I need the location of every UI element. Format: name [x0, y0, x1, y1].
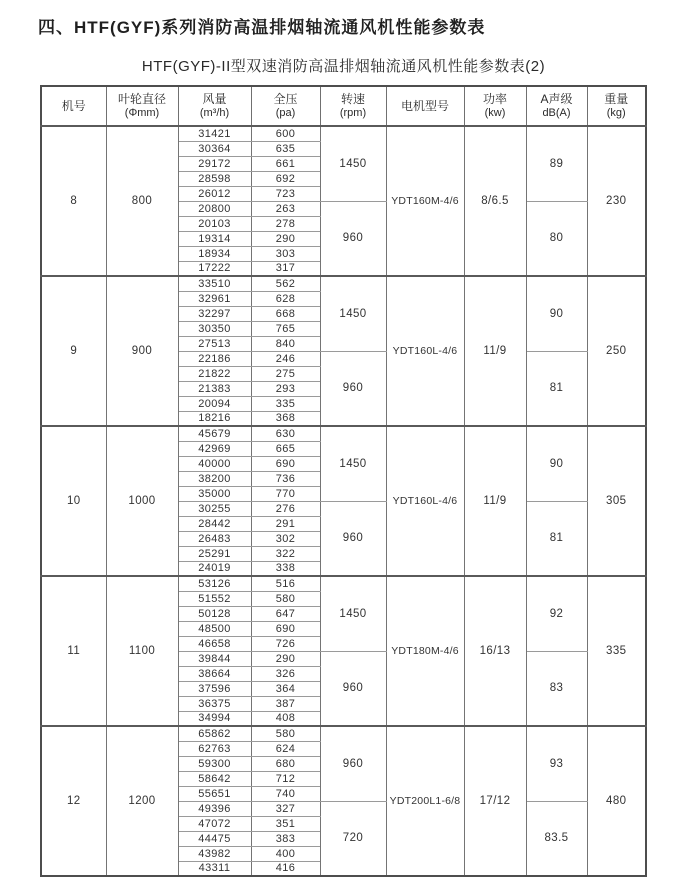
fan-spec-table [40, 85, 647, 877]
flow-cell: 65862 [178, 726, 251, 741]
flow-cell: 30255 [178, 501, 251, 516]
pressure-cell: 383 [251, 831, 320, 846]
pressure-cell: 263 [251, 201, 320, 216]
flow-cell: 53126 [178, 576, 251, 591]
speed-cell: 1450 [320, 126, 386, 201]
noise-cell: 83 [526, 651, 587, 726]
col-header-impeller-dia: 叶轮直径 (Φmm) [106, 86, 178, 126]
weight-cell: 250 [587, 276, 646, 426]
flow-cell: 55651 [178, 786, 251, 801]
flow-cell: 26012 [178, 186, 251, 201]
pressure-cell: 278 [251, 216, 320, 231]
col-header-speed: 转速 (rpm) [320, 86, 386, 126]
pressure-cell: 562 [251, 276, 320, 291]
flow-cell: 38200 [178, 471, 251, 486]
pressure-cell: 290 [251, 231, 320, 246]
impeller-dia-cell: 1200 [106, 726, 178, 876]
col-header-noise: A声级 dB(A) [526, 86, 587, 126]
weight-cell: 305 [587, 426, 646, 576]
flow-cell: 24019 [178, 561, 251, 576]
speed-cell: 960 [320, 201, 386, 276]
motor-model-cell: YDT200L1-6/8 [386, 726, 464, 876]
pressure-cell: 327 [251, 801, 320, 816]
noise-cell: 80 [526, 201, 587, 276]
page-title: 四、HTF(GYF)系列消防高温排烟轴流通风机性能参数表 [38, 18, 486, 37]
pressure-cell: 661 [251, 156, 320, 171]
flow-cell: 49396 [178, 801, 251, 816]
pressure-cell: 680 [251, 756, 320, 771]
table-row [41, 276, 646, 291]
speed-cell: 1450 [320, 576, 386, 651]
pressure-cell: 276 [251, 501, 320, 516]
weight-cell: 335 [587, 576, 646, 726]
flow-cell: 20103 [178, 216, 251, 231]
flow-cell: 20094 [178, 396, 251, 411]
pressure-cell: 290 [251, 651, 320, 666]
model-no-cell: 9 [41, 276, 106, 426]
flow-cell: 30364 [178, 141, 251, 156]
pressure-cell: 580 [251, 726, 320, 741]
noise-cell: 90 [526, 426, 587, 501]
pressure-cell: 368 [251, 411, 320, 426]
pressure-cell: 322 [251, 546, 320, 561]
flow-cell: 51552 [178, 591, 251, 606]
flow-cell: 37596 [178, 681, 251, 696]
flow-cell: 39844 [178, 651, 251, 666]
table-row [41, 726, 646, 741]
weight-cell: 230 [587, 126, 646, 276]
flow-cell: 31421 [178, 126, 251, 141]
weight-cell: 480 [587, 726, 646, 876]
pressure-cell: 770 [251, 486, 320, 501]
pressure-cell: 647 [251, 606, 320, 621]
flow-cell: 21822 [178, 366, 251, 381]
noise-cell: 89 [526, 126, 587, 201]
col-header-power: 功率 (kw) [464, 86, 526, 126]
flow-cell: 40000 [178, 456, 251, 471]
pressure-cell: 400 [251, 846, 320, 861]
flow-cell: 59300 [178, 756, 251, 771]
model-no-cell: 12 [41, 726, 106, 876]
pressure-cell: 690 [251, 621, 320, 636]
flow-cell: 42969 [178, 441, 251, 456]
table-subtitle: HTF(GYF)-II型双速消防高温排烟轴流通风机性能参数表(2) [141, 58, 546, 75]
pressure-cell: 516 [251, 576, 320, 591]
flow-cell: 43982 [178, 846, 251, 861]
col-header-motor: 电机型号 [386, 86, 464, 126]
flow-cell: 38664 [178, 666, 251, 681]
pressure-cell: 692 [251, 171, 320, 186]
flow-cell: 26483 [178, 531, 251, 546]
flow-cell: 22186 [178, 351, 251, 366]
flow-cell: 19314 [178, 231, 251, 246]
table-body [41, 126, 646, 876]
power-cell: 16/13 [464, 576, 526, 726]
col-header-model-no: 机号 [41, 86, 106, 126]
noise-cell: 92 [526, 576, 587, 651]
flow-cell: 36375 [178, 696, 251, 711]
pressure-cell: 765 [251, 321, 320, 336]
flow-cell: 18216 [178, 411, 251, 426]
pressure-cell: 303 [251, 246, 320, 261]
flow-cell: 20800 [178, 201, 251, 216]
flow-cell: 27513 [178, 336, 251, 351]
pressure-cell: 364 [251, 681, 320, 696]
speed-cell: 960 [320, 501, 386, 576]
impeller-dia-cell: 800 [106, 126, 178, 276]
pressure-cell: 736 [251, 471, 320, 486]
flow-cell: 32297 [178, 306, 251, 321]
motor-model-cell: YDT180M-4/6 [386, 576, 464, 726]
pressure-cell: 302 [251, 531, 320, 546]
pressure-cell: 726 [251, 636, 320, 651]
flow-cell: 47072 [178, 816, 251, 831]
table-row [41, 126, 646, 141]
col-header-weight: 重量 (kg) [587, 86, 646, 126]
pressure-cell: 291 [251, 516, 320, 531]
speed-cell: 960 [320, 726, 386, 801]
flow-cell: 33510 [178, 276, 251, 291]
pressure-cell: 630 [251, 426, 320, 441]
flow-cell: 35000 [178, 486, 251, 501]
flow-cell: 43311 [178, 861, 251, 876]
noise-cell: 81 [526, 351, 587, 426]
model-no-cell: 8 [41, 126, 106, 276]
pressure-cell: 317 [251, 261, 320, 276]
speed-cell: 1450 [320, 426, 386, 501]
flow-cell: 28598 [178, 171, 251, 186]
model-no-cell: 11 [41, 576, 106, 726]
pressure-cell: 665 [251, 441, 320, 456]
table-row [41, 576, 646, 591]
pressure-cell: 628 [251, 291, 320, 306]
power-cell: 11/9 [464, 276, 526, 426]
motor-model-cell: YDT160L-4/6 [386, 426, 464, 576]
flow-cell: 28442 [178, 516, 251, 531]
pressure-cell: 326 [251, 666, 320, 681]
flow-cell: 32961 [178, 291, 251, 306]
speed-cell: 1450 [320, 276, 386, 351]
flow-cell: 45679 [178, 426, 251, 441]
flow-cell: 17222 [178, 261, 251, 276]
pressure-cell: 723 [251, 186, 320, 201]
speed-cell: 960 [320, 651, 386, 726]
flow-cell: 46658 [178, 636, 251, 651]
flow-cell: 25291 [178, 546, 251, 561]
power-cell: 17/12 [464, 726, 526, 876]
motor-model-cell: YDT160M-4/6 [386, 126, 464, 276]
flow-cell: 29172 [178, 156, 251, 171]
impeller-dia-cell: 1100 [106, 576, 178, 726]
pressure-cell: 740 [251, 786, 320, 801]
flow-cell: 50128 [178, 606, 251, 621]
col-header-flow: 风量 (m³/h) [178, 86, 251, 126]
pressure-cell: 387 [251, 696, 320, 711]
impeller-dia-cell: 900 [106, 276, 178, 426]
pressure-cell: 635 [251, 141, 320, 156]
pressure-cell: 293 [251, 381, 320, 396]
power-cell: 11/9 [464, 426, 526, 576]
power-cell: 8/6.5 [464, 126, 526, 276]
flow-cell: 18934 [178, 246, 251, 261]
flow-cell: 34994 [178, 711, 251, 726]
pressure-cell: 275 [251, 366, 320, 381]
pressure-cell: 690 [251, 456, 320, 471]
noise-cell: 90 [526, 276, 587, 351]
flow-cell: 21383 [178, 381, 251, 396]
noise-cell: 83.5 [526, 801, 587, 876]
pressure-cell: 335 [251, 396, 320, 411]
pressure-cell: 712 [251, 771, 320, 786]
motor-model-cell: YDT160L-4/6 [386, 276, 464, 426]
col-header-pressure: 全压 (pa) [251, 86, 320, 126]
flow-cell: 58642 [178, 771, 251, 786]
pressure-cell: 338 [251, 561, 320, 576]
flow-cell: 44475 [178, 831, 251, 846]
header-row [41, 86, 646, 126]
pressure-cell: 600 [251, 126, 320, 141]
pressure-cell: 668 [251, 306, 320, 321]
flow-cell: 62763 [178, 741, 251, 756]
flow-cell: 48500 [178, 621, 251, 636]
noise-cell: 81 [526, 501, 587, 576]
pressure-cell: 351 [251, 816, 320, 831]
impeller-dia-cell: 1000 [106, 426, 178, 576]
pressure-cell: 246 [251, 351, 320, 366]
pressure-cell: 840 [251, 336, 320, 351]
pressure-cell: 408 [251, 711, 320, 726]
flow-cell: 30350 [178, 321, 251, 336]
table-row [41, 426, 646, 441]
pressure-cell: 624 [251, 741, 320, 756]
speed-cell: 720 [320, 801, 386, 876]
speed-cell: 960 [320, 351, 386, 426]
model-no-cell: 10 [41, 426, 106, 576]
noise-cell: 93 [526, 726, 587, 801]
pressure-cell: 580 [251, 591, 320, 606]
pressure-cell: 416 [251, 861, 320, 876]
